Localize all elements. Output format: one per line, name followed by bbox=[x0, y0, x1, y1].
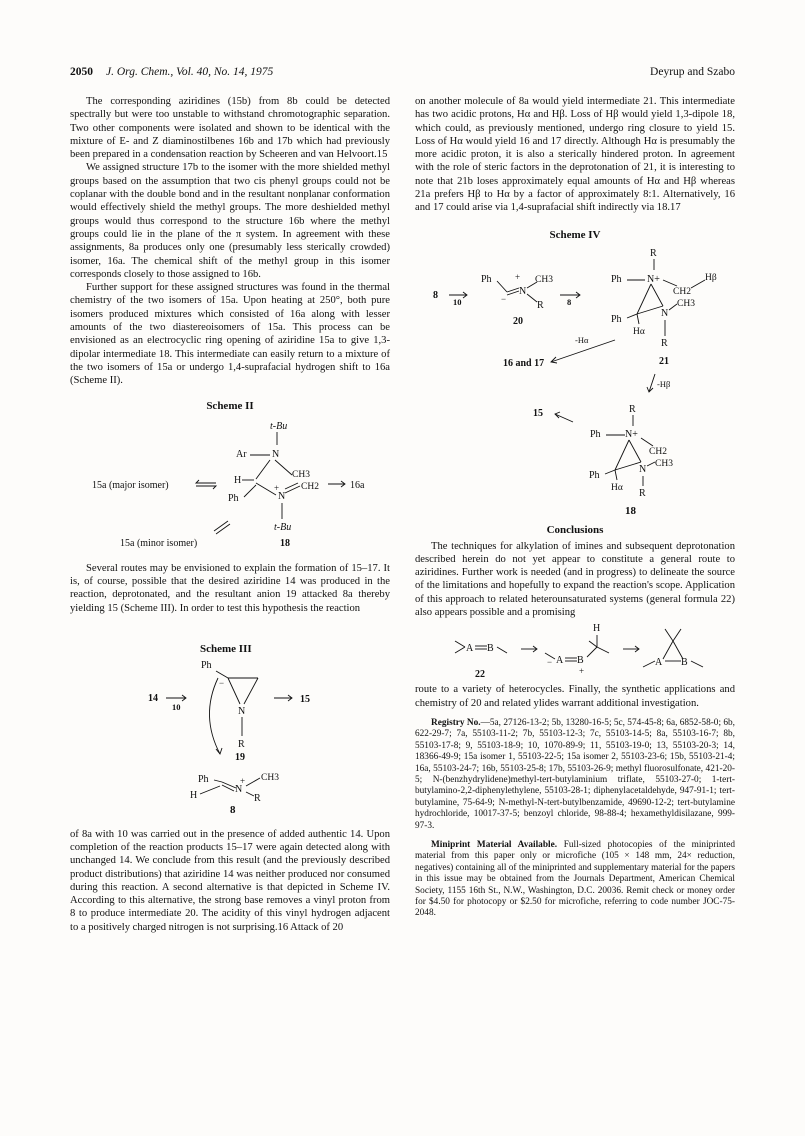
compound-14: 14 bbox=[148, 693, 158, 705]
atom-b-3: B bbox=[681, 657, 688, 669]
ph-18: Ph bbox=[590, 428, 601, 440]
minus-h-beta: -Hβ bbox=[657, 378, 671, 389]
page-number: 2050 bbox=[70, 66, 93, 78]
h-alpha-21: Hα bbox=[633, 326, 645, 337]
miniprint-lead: Miniprint Material Available. bbox=[431, 840, 558, 850]
product-16a: 16a bbox=[350, 479, 365, 491]
right-column bbox=[415, 95, 735, 920]
major-isomer-label: 15a (major isomer) bbox=[92, 479, 169, 491]
ch2-18: CH2 bbox=[649, 446, 667, 457]
left-column bbox=[70, 95, 390, 934]
paragraph: Several routes may be envisioned to explain the formation of 15–17. It is, of course, possible that the desired aziridine 14 was produced in the reaction, deprotonated, and the resultant anion 19 attacked 8a thereby yielding 15 (Scheme III). In order to test this hypothesis the reaction bbox=[70, 562, 390, 614]
paragraph: The techniques for alkylation of imines and subsequent deprotonation described herein do not yet appear to constitute a general route to aziridines. Further work is needed (and in progress) to delineate the source of the limitations and hopefully to expand the reaction's scope. Application of this approach to related heterounsaturated systems (general formula 22) also appears possible and a promising bbox=[415, 540, 735, 619]
compound-15: 15 bbox=[300, 694, 310, 706]
h-atom: H bbox=[593, 623, 601, 635]
r-18: R bbox=[639, 487, 646, 499]
h-alpha-18: Hα bbox=[611, 482, 623, 493]
n-plus-21: N+ bbox=[647, 273, 660, 285]
t-bu-bottom: t-Bu bbox=[274, 521, 292, 533]
n-top: N bbox=[272, 448, 280, 460]
n-plus: N bbox=[278, 490, 286, 502]
paragraph: Further support for these assigned structures was found in the thermal chemistry of the two isomers of 15a. Upon heating at 250°, both pure isomers produced mixtures which consisted of 16a along with lesser amounts of the two diastereoisomers of 15a. This process can be envisioned as an electrocyclic ring opening of aziridine 15a to give 1,3-dipolar intermediate 18. This intermediate can easily return to a mixture of the two isomers of 15a or undergo 1,4-suprafacial hydrogen shift to 16a (Scheme II). bbox=[70, 282, 390, 387]
plus-sign: + bbox=[240, 776, 246, 787]
compound-15: 15 bbox=[533, 407, 543, 419]
ch3-label: CH3 bbox=[292, 469, 310, 480]
ch3-18: CH3 bbox=[655, 458, 673, 469]
reagent-10: 10 bbox=[172, 702, 181, 713]
t-bu-top: t-Bu bbox=[270, 420, 288, 432]
compound-18: 18 bbox=[280, 537, 290, 548]
n-label: N bbox=[238, 706, 246, 718]
products-16-17: 16 and 17 bbox=[503, 357, 545, 369]
atom-b: B bbox=[487, 643, 494, 655]
minus-20: − bbox=[501, 293, 507, 304]
n-20: N bbox=[519, 285, 527, 297]
h-beta-21: Hβ bbox=[705, 272, 717, 283]
conclusions-heading: Conclusions bbox=[546, 524, 604, 537]
r-bottom: R bbox=[254, 793, 261, 805]
scheme-iv-title: Scheme IV bbox=[549, 228, 601, 241]
n-21: N bbox=[661, 307, 669, 319]
compound-8: 8 bbox=[230, 804, 236, 817]
atom-b-2: B bbox=[577, 655, 584, 667]
paragraph: of 8a with 10 was carried out in the presence of added authentic 14. Upon completion of the reaction products 15–17 were again detected along with unchanged 14. We conclude from this result (and the previously described product distributions) that aziridine 14 was neither produced nor consumed during this reaction. A second alternative is that depicted in Scheme IV. According to this alternative, the strong base removes a vinyl proton from 8 to produce intermediate 20. The acidity of this vinyl hydrogen adjacent to a positively charged nitrogen is not surprising.16 Attack of 20 bbox=[70, 828, 390, 933]
minus-h-alpha: -Hα bbox=[575, 334, 589, 345]
scheme-iv-figure bbox=[415, 242, 735, 507]
compound-18: 18 bbox=[625, 504, 636, 517]
paragraph: We assigned structure 17b to the isomer with the more shielded methyl groups based on the assumption that two cis phenyl groups could not be coplanar with the double bond and in the resultant nonplanar conformation would effectively shield the methyl groups. The more deshielded methyl groups would thus correspond to the structure 16b where the methyl groups could lie in the plane of the π system. In agreement with these assignments, 8a produces only one (presumably less sterically crowded) isomer, 16a. The chemical shift of the methyl group in this isomer corresponds closely to those assigned to 16b. bbox=[70, 162, 390, 280]
registry-text: —5a, 27126-13-2; 5b, 13280-16-5; 5c, 574-45-8; 6a, 6852-58-0; 6b, 622-29-7; 7a, 55103-11-2; 7b, 55103-12-3; 7c, 55103-14-5; 8a, 55103-16-7; 8b, 55103-17-8; 9, 55103-18-9; 10, 1070-89-9; 11, 55103-19-0; 13, 55103-20-3; 14, 18366-49-9; 15a isomer 1, 55103-22-5; 15a isomer 2, 55103-23-6; 15b, 55103-21-4; 16a, 55103-24-7; 16b, 55103-25-8; 17b, 55103-26-9; methyl fluorosulfonate, 421-20-5; N-(benzhydrylidene)methyl-tert-butylaminium triflate, 55103-27-0; 1-tert-butylamino-2,2-diphenylethylene, 55103-28-1; diphenylacetaldehyde, 947-91-1; tert-butylamine, 75-64-9; N-methyl-N-tert-butylbenzamide, 49690-12-2; tert-butylamine hydrochloride, 10017-37-5; benzoyl chloride, 98-88-4; hexamethyldisilazane, 999-97-3. bbox=[415, 717, 735, 831]
ph-top: Ph bbox=[201, 660, 212, 672]
r-label: R bbox=[238, 739, 245, 751]
miniprint-text: Full-sized photocopies of the miniprinted material from this paper only or microfiche (105 × 148 mm, 24× reduction, negatives) containing all of the miniprinted and supplementary material for the papers in this issue may be obtained from the Journals Department, American Chemical Society, 1155 16th St., N.W., Washington, D.C. 20036. Remit check or money order for $4.50 for photocopy or $2.50 for microfiche, referring to code number JOC-75-2048. bbox=[415, 840, 735, 919]
ar-label: Ar bbox=[236, 448, 247, 460]
ch3-21: CH3 bbox=[677, 298, 695, 309]
ph-21b: Ph bbox=[611, 313, 622, 325]
n-18: N bbox=[639, 463, 647, 475]
paragraph: on another molecule of 8a would yield intermediate 21. This intermediate has two acidic protons, Hα and Hβ. Loss of Hβ would yield 1,3-dipole 18, which could, as previously mentioned, undergo ring closure to yield 15. Loss of Hα would yield 16 and 17 directly. Although Hα is presumably the more acidic proton, it is also a sterically hindered proton. In agreement with the role of steric factors in the deprotonation of 21, it is interesting to note that 21b loses approximately equal amounts of Hα and Hβ whereas 21a prefers Hβ to Hα by a factor of approximately 8:1. Alternatively, 16 and 17 could arise via 1,4-suprafacial shift indirectly via 18.17 bbox=[415, 96, 735, 214]
r-21: R bbox=[661, 337, 668, 349]
scheme-ii-figure bbox=[70, 413, 390, 548]
r-top-21: R bbox=[650, 247, 657, 259]
compound-22: 22 bbox=[475, 669, 485, 681]
registry-numbers bbox=[415, 718, 735, 832]
ph-20: Ph bbox=[481, 273, 492, 285]
compound-21: 21 bbox=[659, 355, 669, 367]
h-bottom: H bbox=[190, 790, 198, 802]
scheme-iii-figure bbox=[70, 656, 390, 806]
ph-21: Ph bbox=[611, 273, 622, 285]
atom-a: A bbox=[466, 643, 474, 655]
reagent-8: 8 bbox=[567, 296, 572, 307]
h-label: H bbox=[234, 474, 242, 486]
compound-19: 19 bbox=[235, 752, 245, 764]
ph-18b: Ph bbox=[589, 469, 600, 481]
compound-20: 20 bbox=[513, 315, 523, 327]
scheme-ii-title: Scheme II bbox=[206, 399, 254, 412]
plus-sign: + bbox=[274, 482, 280, 493]
r-top-18: R bbox=[629, 403, 636, 415]
minus-sign: − bbox=[219, 678, 225, 689]
n-plus-18: N+ bbox=[625, 428, 638, 440]
r-20: R bbox=[537, 299, 544, 311]
ch3-20: CH3 bbox=[535, 274, 553, 285]
miniprint-note bbox=[415, 840, 735, 920]
ch3-bottom: CH3 bbox=[261, 773, 279, 784]
plus-20: + bbox=[515, 271, 521, 282]
ch2-label: CH2 bbox=[301, 481, 319, 492]
journal-citation: J. Org. Chem., Vol. 40, No. 14, 1975 bbox=[106, 66, 274, 78]
scheme-iii-title: Scheme III bbox=[200, 643, 252, 656]
paragraph: The corresponding aziridines (15b) from 8b could be detected spectrally but were too unstable to withstand chromotographic separation. Two other components were isolated and shown to be identical with the mixture of E- and Z diaminostilbenes 16b and 17b which had previously been prepared in a condensation reaction by Scheeren and van Helvoort.15 bbox=[70, 96, 390, 161]
n-bottom: N bbox=[235, 784, 243, 796]
registry-lead: Registry No. bbox=[431, 717, 481, 728]
paragraph: route to a variety of heterocycles. Finally, the synthetic applications and chemistry of 20 and related ylides warrant additional investigation. bbox=[415, 684, 735, 709]
minus-sign: − bbox=[547, 657, 553, 668]
atom-a-3: A bbox=[655, 657, 663, 669]
atom-a-2: A bbox=[556, 655, 564, 667]
plus-sign: + bbox=[579, 666, 585, 677]
reagent-10: 10 bbox=[453, 296, 462, 307]
running-authors: Deyrup and Szabo bbox=[650, 66, 735, 78]
ph-label: Ph bbox=[228, 492, 239, 504]
ch2-21: CH2 bbox=[673, 286, 691, 297]
page-header bbox=[70, 66, 735, 82]
compound-8: 8 bbox=[433, 289, 438, 301]
minor-isomer-label: 15a (minor isomer) bbox=[120, 537, 198, 548]
scheme-22-figure bbox=[415, 619, 735, 683]
ph-bottom: Ph bbox=[198, 774, 209, 786]
